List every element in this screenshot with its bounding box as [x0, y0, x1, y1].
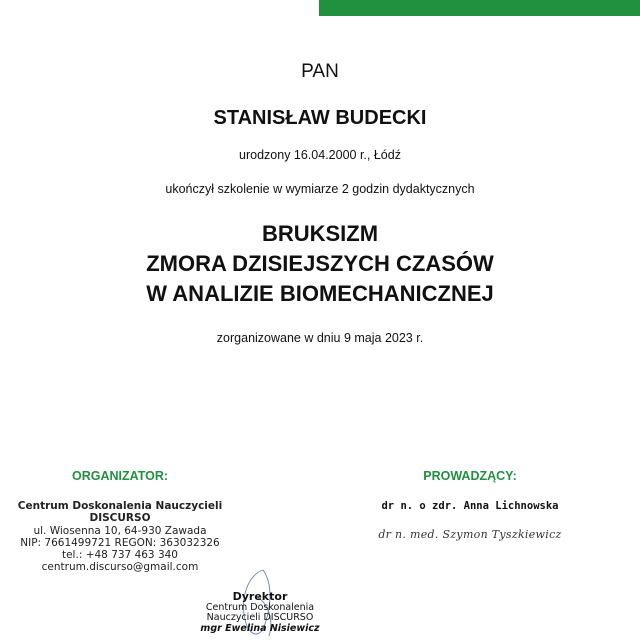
director-block [180, 592, 340, 634]
birth-info: urodzony 16.04.2000 r., Łódź [239, 148, 401, 162]
organizer-ids: NIP: 7661499721 REGON: 363032326 [20, 536, 220, 549]
organizer-brand: DISCURSO [89, 512, 151, 525]
instructor-name: dr n. med. Szymon Tyszkiewicz [378, 528, 562, 541]
organizer-email: centrum.discurso@gmail.com [41, 561, 199, 574]
director-line2: Nauczycieli DISCURSO [206, 612, 314, 623]
course-title [0, 219, 640, 309]
completion-text: ukończył szkolenie w wymiarze 2 godzin dydaktycznych [165, 182, 475, 196]
course-title-line: ZMORA DZISIEJSZYCH CZASÓW [146, 251, 494, 276]
course-title-line: W ANALIZIE BIOMECHANICZNEJ [146, 281, 494, 306]
director-title: Dyrektor [232, 590, 288, 603]
header-accent-bar [319, 0, 640, 16]
director-line1: Centrum Doskonalenia [205, 601, 315, 613]
organizer-name: Centrum Doskonalenia Nauczycieli [17, 500, 223, 512]
organizer-block [0, 500, 240, 574]
instructor-name: dr n. o zdr. Anna Lichnowska [381, 500, 559, 512]
organizer-address: ul. Wiosenna 10, 64-930 Zawada [33, 524, 207, 537]
event-date: zorganizowane w dniu 9 maja 2023 r. [216, 331, 424, 345]
organizer-phone: tel.: +48 737 463 340 [61, 549, 178, 562]
instructors-label: PROWADZĄCY: [423, 469, 517, 483]
organizer-label: ORGANIZATOR: [71, 469, 169, 483]
recipient-name: STANISŁAW BUDECKI [213, 107, 427, 129]
course-title-line: BRUKSIZM [261, 221, 379, 246]
salutation: PAN [301, 61, 339, 82]
director-name: mgr Ewelina Nisiewicz [200, 622, 320, 634]
